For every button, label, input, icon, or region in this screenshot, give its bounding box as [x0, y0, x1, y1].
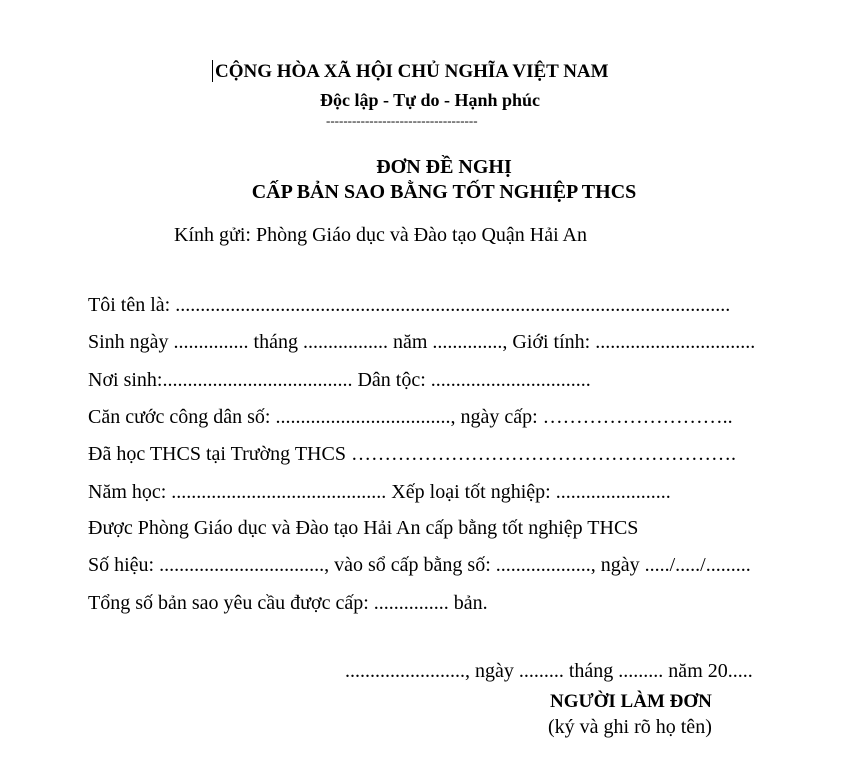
field-certificate-number: Số hiệu: ................................., vào sổ cấp bằng số: ..................., ngày ...../...../......... — [88, 554, 751, 576]
field-full-name: Tôi tên là: ............................................................................................................... — [88, 294, 731, 316]
field-copy-count: Tổng số bản sao yêu cầu được cấp: ............... bản. — [88, 592, 488, 614]
recipient-line: Kính gửi: Phòng Giáo dục và Đào tạo Quận Hải An — [174, 224, 587, 246]
text-cursor — [212, 60, 213, 82]
signer-note: (ký và ghi rõ họ tên) — [548, 716, 712, 738]
signature-date-line: ........................, ngày ......... tháng ......... năm 20..... — [345, 660, 753, 682]
field-issued-by: Được Phòng Giáo dục và Đào tạo Hải An cấp bằng tốt nghiệp THCS — [88, 517, 639, 539]
field-birth-date-gender: Sinh ngày ............... tháng ................. năm .............., Giới tính: ................................ — [88, 331, 756, 353]
field-citizen-id: Căn cước công dân số: ..................................., ngày cấp: ……………………….. — [88, 406, 733, 428]
header-separator: ----------------------------------- — [326, 113, 478, 128]
field-school: Đã học THCS tại Trường THCS …………………………………………………. — [88, 443, 736, 465]
signer-title: NGƯỜI LÀM ĐƠN — [550, 691, 712, 712]
national-title: CỘNG HÒA XÃ HỘI CHỦ NGHĨA VIỆT NAM — [215, 61, 609, 82]
document-title: ĐƠN ĐỀ NGHỊ — [376, 156, 512, 178]
field-school-year-grade: Năm học: ........................................... Xếp loại tốt nghiệp: ....................... — [88, 481, 671, 503]
national-motto: Độc lập - Tự do - Hạnh phúc — [320, 90, 541, 110]
document-subtitle: CẤP BẢN SAO BẰNG TỐT NGHIỆP THCS — [251, 181, 637, 203]
field-birthplace-ethnicity: Nơi sinh:...................................... Dân tộc: ................................ — [88, 369, 591, 391]
